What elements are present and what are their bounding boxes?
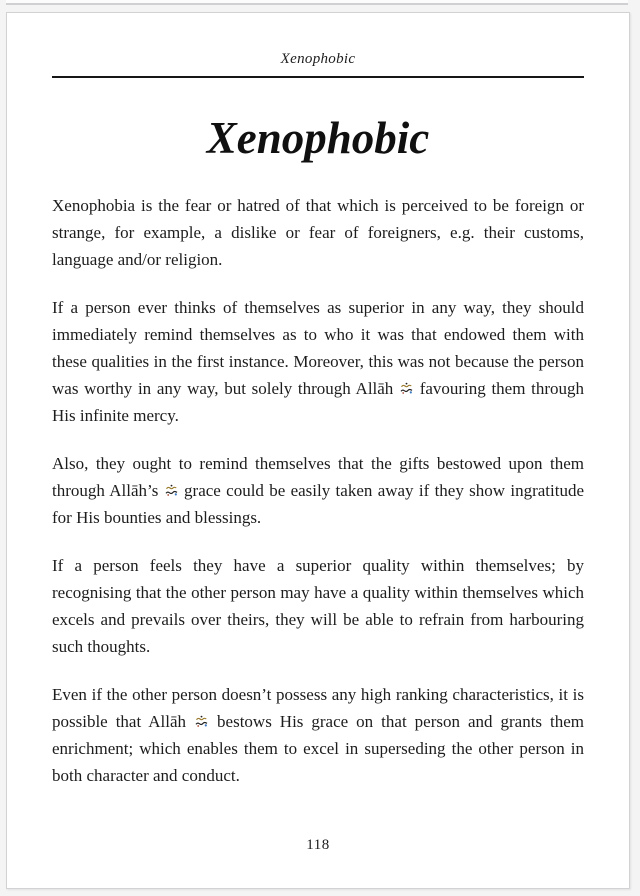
paragraph-5-text-a: Even if the other person doesn’t possess any high ranking characteristics, it is possible that Allāh	[52, 685, 584, 731]
paragraph-4-text: If a person feels they have a superior quality within themselves; by recognising that the other person may have a quality within themselves which excels and prevails over theirs, they will be able to refrain from harbouring such thoughts.	[52, 556, 584, 656]
allah-honorific-icon	[195, 715, 208, 728]
allah-honorific-icon	[165, 484, 178, 497]
paragraph-3-text-a: Also, they ought to remind themselves that the gifts bestowed upon them through Allāh’s	[52, 454, 584, 500]
paragraph-3	[52, 450, 584, 531]
body-text	[52, 192, 584, 789]
running-header: Xenophobic	[280, 51, 356, 67]
book-page	[6, 12, 630, 889]
paragraph-1-text: Xenophobia is the fear or hatred of that which is perceived to be foreign or strange, for example, a dislike or fear of foreigners, e.g. their customs, language and/or religion.	[52, 196, 584, 269]
chapter-title: Xenophobic	[206, 113, 430, 163]
paragraph-2-text-b: favouring them through His infinite mercy.	[52, 379, 585, 425]
paragraph-2-text-a: If a person ever thinks of themselves as superior in any way, they should immediately remind themselves as to who it was that endowed them with these qualities in the first instance. Moreover, this was not because the person was worthy in any way, but solely through Allāh	[52, 298, 584, 398]
paragraph-5-text-b: bestows His grace on that person and grants them enrichment; which enables them to excel in superseding the other person in both character and conduct.	[52, 712, 585, 785]
paragraph-5	[52, 681, 584, 789]
paragraph-4	[52, 552, 584, 660]
page-header	[52, 50, 584, 78]
page-footer	[7, 837, 629, 854]
allah-honorific-icon	[400, 382, 413, 395]
header-rule	[52, 76, 584, 78]
paragraph-2	[52, 294, 584, 429]
page-number: 118	[306, 837, 330, 853]
paragraph-3-text-b: grace could be easily taken away if they show ingratitude for His bounties and blessings.	[52, 481, 585, 527]
previous-page-edge	[6, 0, 628, 5]
paragraph-1	[52, 192, 584, 273]
